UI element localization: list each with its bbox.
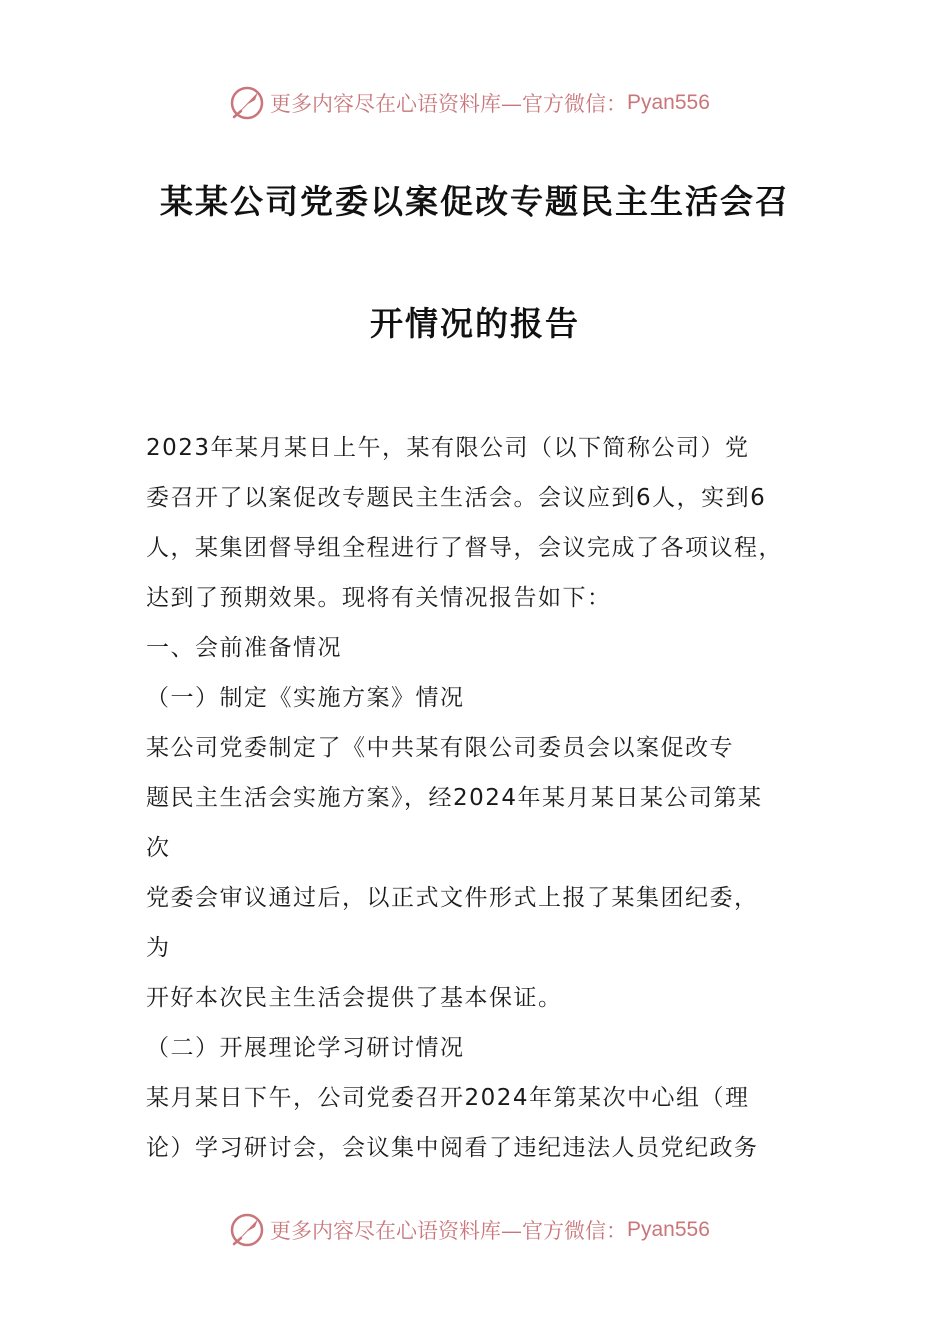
body-line: 开好本次民主生活会提供了基本保证。 [146,985,563,1011]
body-line: 委召开了以案促改专题民主生活会。会议应到6人，实到6 [146,485,767,511]
body-line: 论）学习研讨会，会议集中阅看了违纪违法人员党纪政务 [146,1135,759,1161]
body-line: 2023年某月某日上午，某有限公司（以下简称公司）党 [146,435,750,461]
body-line: 为 [146,935,171,961]
banner-slogan: 更多内容尽在心语资料库—官方微信： [270,1219,627,1243]
section-heading: 一、会前准备情况 [146,635,342,661]
document-title-line-1: 某某公司党委以案促改专题民主生活会召 [160,182,790,221]
subsection-heading: （一）制定《实施方案》情况 [146,685,465,711]
body-line: 题民主生活会实施方案》，经2024年某月某日某公司第某 [146,785,763,811]
body-line: 某月某日下午，公司党委召开2024年第某次中心组（理 [146,1085,750,1111]
body-line: 某公司党委制定了《中共某有限公司委员会以案促改专 [146,735,734,761]
body-line: 达到了预期效果。现将有关情况报告如下： [146,585,612,611]
banner-slogan: 更多内容尽在心语资料库—官方微信： [270,92,627,116]
header-banner [228,83,710,123]
body-line: 党委会审议通过后，以正式文件形式上报了某集团纪委， [146,885,759,911]
quill-pen-logo-icon [228,1211,266,1249]
quill-pen-logo-icon [228,84,266,122]
body-line: 人，某集团督导组全程进行了督导，会议完成了各项议程， [146,535,783,561]
body-line: 次 [146,835,171,861]
footer-banner [228,1210,710,1250]
subsection-heading: （二）开展理论学习研讨情况 [146,1035,465,1061]
banner-wechat-id: Pyan556 [627,1218,710,1241]
document-title-line-2: 开情况的报告 [370,304,580,343]
banner-wechat-id: Pyan556 [627,91,710,114]
